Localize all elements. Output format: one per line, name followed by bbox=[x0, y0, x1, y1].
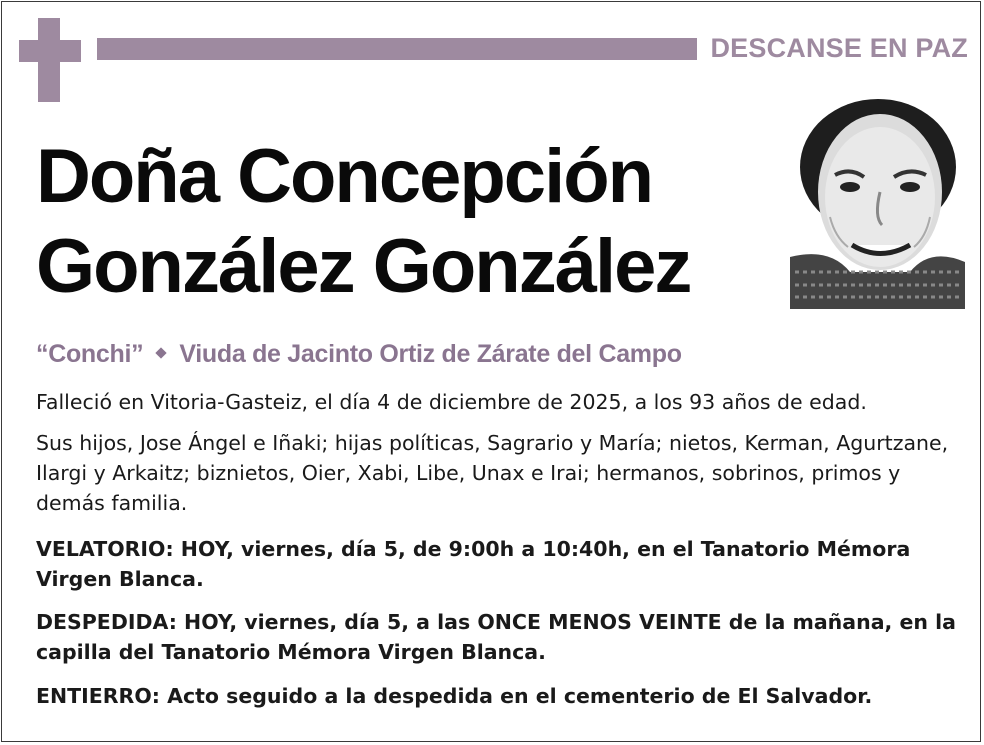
widow-of: Viuda de Jacinto Ortiz de Zárate del Campo bbox=[179, 340, 682, 368]
subtitle bbox=[36, 340, 682, 369]
name-line-1: Doña Concepción bbox=[36, 134, 653, 219]
wake-notice: VELATORIO: HOY, viernes, día 5, de 9:00h a 10:40h, en el Tanatorio Mémora Virgen Blanca. bbox=[36, 537, 911, 591]
farewell-notice: DESPEDIDA: HOY, viernes, día 5, a las ONCE MENOS VEINTE de la mañana, en la capilla del Tanatorio Mémora Virgen Blanca. bbox=[36, 610, 956, 664]
cross-horizontal-bar bbox=[19, 40, 81, 62]
portrait-photo bbox=[790, 97, 965, 309]
rip-label: DESCANSE EN PAZ bbox=[710, 33, 968, 63]
deceased-name bbox=[36, 132, 690, 312]
family-notice: Sus hijos, Jose Ángel e Iñaki; hijas políticas, Sagrario y María; nietos, Kerman, Agurtzane, Ilargi y Arkaitz; biznietos, Oier, Xabi, Libe, Unax e Irai; hermanos, sobrinos, primos y demás familia. bbox=[36, 431, 949, 515]
diamond-separator-icon bbox=[156, 348, 167, 359]
header-bar bbox=[97, 38, 697, 60]
name-line-2: González González bbox=[36, 224, 691, 309]
nickname: “Conchi” bbox=[36, 340, 144, 368]
burial-notice: ENTIERRO: Acto seguido a la despedida en el cementerio de El Salvador. bbox=[36, 684, 873, 708]
death-notice: Falleció en Vitoria-Gasteiz, el día 4 de diciembre de 2025, a los 93 años de edad. bbox=[36, 390, 867, 414]
